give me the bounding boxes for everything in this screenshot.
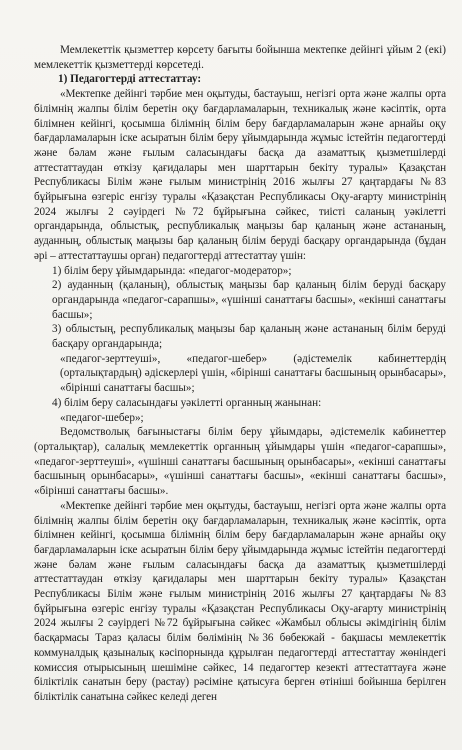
- section-heading: 1) Педагогтерді аттестаттау:: [58, 73, 202, 86]
- intro-paragraph: Мемлекеттік қызметтер көрсету бағыты бойынша мектепке дейінгі ұйым 2 (екі) мемлекеттік қызметтерді көрсетеді.: [34, 44, 446, 71]
- paragraph-3: «Мектепке дейінгі тәрбие мен оқытуды, бастауыш, негізгі орта және жалпы орта білімнің жалпы білім беретін оқу бағдарламаларын, техникалық және кәсіптік, орта білімнен кейінгі, қосымша білімнің білім беру бағдарламаларын және арнайы оқу бағдарламаларын іске асыратын білім беру ұйымдарында жұмыс істейтін педагогтерді және бәлам және ғылым саласындағы басқа да азаматтық қызметшілерді аттестаттаудан өткізу қағидалары мен шарттарын бекіту туралы» Қазақстан Республикасы Білім және ғылым министрінің 2016 жылғы 27 қаңтардағы №83 бұйрығына өзгеріс енгізу туралы «Қазақстан Республикасы Оқу-ағарту министрінің 2024 жылғы 2 сәуірдегі №72 бұйрығына сәйкес «Жамбыл облысы әкімдігінің білім басқармасы Тараз қаласы білім бөлімінің №36 бөбекжай - бақшасы мемлекеттік коммуналдық қазыналық кәсіпорнында құрылған педагогтерді аттестаттау жөніндегі комиссия отырысының шешіміне сәйкес, 14 педагогтер кезекті аттестаттауға және біліктілік санатын беру (растау) рәсіміне қатысуға берген өтініші бойынша берілген біліктілік санатына сәйкес келеді деген: [34, 499, 446, 703]
- paragraph-2: Ведомстволық бағыныстағы білім беру ұйымдары, әдістемелік кабинеттер (орталықтар), салалық мемлекеттік органның ұйымдары үшін «педагог-сарапшы», «педагог-зерттеуші», «үшінші санаттағы басшының орынбасары», «екінші санаттағы басшының орынбасары», «үшінші санаттағы басшы», «екінші санаттағы басшы», «бірінші санаттағы басшы».: [34, 426, 446, 498]
- list-item-1: 1) білім беру ұйымдарында: «педагог-модератор»;: [52, 264, 292, 277]
- paragraph-1: «Мектепке дейінгі тәрбие мен оқытуды, бастауыш, негізгі орта және жалпы орта білімнің жалпы білім беретін оқу бағдарламаларын, техникалық және кәсіптік, орта білімнен кейінгі, қосымша білімнің білім беру бағдарламаларын және арнайы оқу бағдарламаларын іске асыратын білім беру ұйымдарында жұмыс істейтін педагогтерді және бәлам және ғылым саласындағы басқа да азаматтық қызметшілерді аттестаттаудан өткізу қағидалары мен шарттарын бекіту туралы» Қазақстан Республикасы Білім және ғылым министрінің 2016 жылғы 27 қаңтардағы №83 бұйрығына өзгеріс енгізу туралы «Қазақстан Республикасы Оқу-ағарту министрінің 2024 жылғы 2 сәуірдегі №72 бұйрығына сәйкес, тиісті саланың уәкілетті органдарында, облыстық, республикалық маңызы бар қаланың және астананың, ауданның, облыстық маңызы бар қаланың білім беруді басқару органдарында (бұдан әрі – аттестаттаушы орган) педагогтерді аттестаттау үшін:: [34, 88, 446, 262]
- list-item-4-continuation: «педагог-шебер»;: [60, 411, 144, 424]
- list-item-3-continuation: «педагог-зерттеуші», «педагог-шебер» (әдістемелік кабинеттердің (орталықтардың) әдіскерлері үшін, «бірінші санаттағы басшының орынбасары», «бірінші санаттағы басшы»;: [60, 352, 446, 395]
- list-item-3: 3) облыстың, республикалық маңызы бар қаланың және астананың білім беруді басқару органдарында;: [52, 323, 446, 351]
- document-body: [34, 43, 446, 705]
- list-item-4: 4) білім беру саласындағы уәкілетті органның жанынан:: [52, 396, 322, 409]
- list-item-2: 2) ауданның (қаланың), облыстық маңызы бар қаланың білім беруді басқару органдарында «педагог-сарапшы», «үшінші санаттағы басшы», «екінші санаттағы басшы»;: [52, 279, 446, 321]
